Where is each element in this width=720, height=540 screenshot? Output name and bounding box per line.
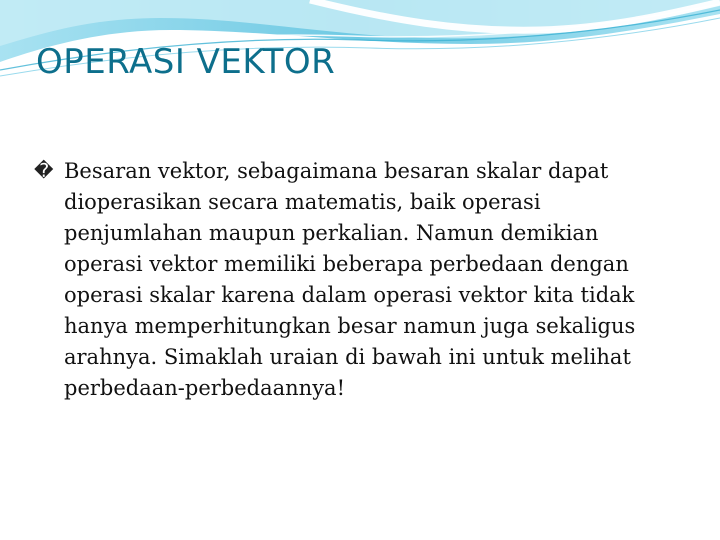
bullet-text: Besaran vektor, sebagaimana besaran skalar dapat dioperasikan secara matematis, baik operasi penjumlahan maupun perkalian. Namun demikian operasi vektor memiliki beberapa perbedaan dengan operasi skalar karena dalam operasi vektor kita tidak hanya memperhitungkan besar namun juga sekaligus arahnya. Simaklah uraian di bawah ini untuk melihat perbedaan-perbedaannya! [64, 159, 636, 400]
slide-body [34, 156, 674, 404]
slide-title: OPERASI VEKTOR [36, 42, 336, 82]
bullet-icon: � [34, 160, 54, 182]
bullet-paragraph [34, 156, 674, 404]
